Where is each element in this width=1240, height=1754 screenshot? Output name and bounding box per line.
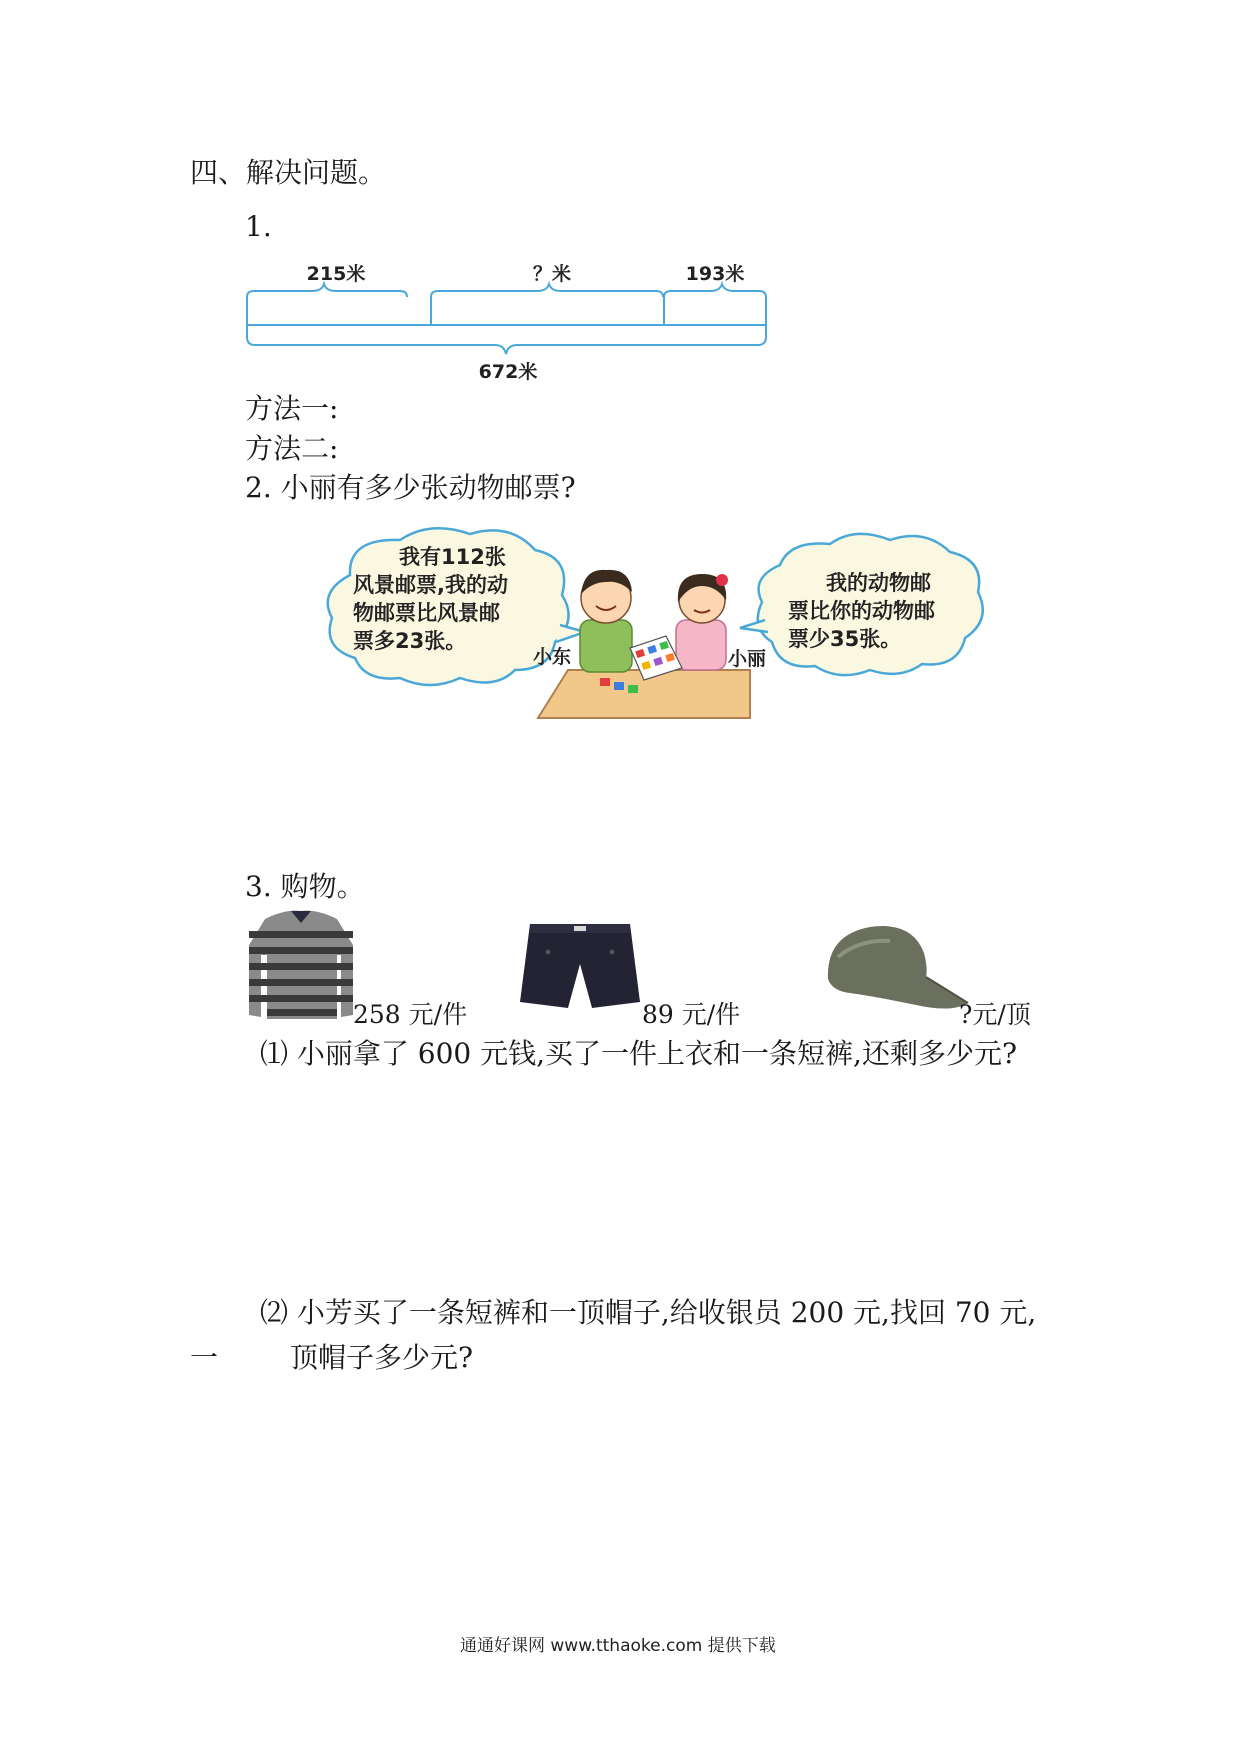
brace-total (247, 325, 766, 354)
cap-price: ?元/顶 (959, 1000, 1031, 1029)
xiaoli-line: 票少35张。 (788, 627, 902, 651)
label-193: 193米 (685, 263, 745, 285)
question-3-2-line1: ⑵ 小芳买了一条短裤和一顶帽子,给收银员 200 元,找回 70 元, (260, 1296, 1037, 1329)
footer-text: 通通好课网 www.tthaoke.com 提供下载 (460, 1636, 776, 1656)
question-1-number: 1. (245, 210, 272, 243)
girl-xiaoli-icon (676, 574, 728, 670)
cap-icon (820, 917, 970, 1017)
xiaodong-line: 物邮票比风景邮 (353, 601, 500, 625)
label-unknown: ？米 (532, 263, 572, 285)
question-3-1: ⑴ 小丽拿了 600 元钱,买了一件上衣和一条短裤,还剩多少元? (260, 1037, 1017, 1070)
question-3-2-line2: 顶帽子多少元? (290, 1341, 474, 1374)
segment-diagram (240, 250, 780, 390)
question-2-title: 2. 小丽有多少张动物邮票? (245, 471, 576, 504)
xiaodong-speech (353, 543, 508, 655)
section-title: 四、解决问题。 (190, 156, 387, 189)
label-215: 215米 (306, 263, 366, 285)
boy-xiaodong-icon (580, 570, 632, 672)
sweater-icon (245, 905, 357, 1023)
xiaodong-name: 小东 (533, 646, 572, 668)
label-672: 672米 (478, 361, 538, 383)
question-3-2-dash: 一 (190, 1341, 219, 1374)
method-2: 方法二: (245, 432, 339, 465)
brace-b (431, 284, 663, 297)
xiaoli-line: 我的动物邮 (826, 571, 931, 595)
method-1: 方法一: (245, 392, 339, 425)
xiaoli-line: 票比你的动物邮 (788, 599, 935, 623)
xiaodong-line: 我有112张 (399, 545, 506, 569)
brace-a (247, 284, 407, 297)
sweater-price: 258 元/件 (353, 1000, 468, 1029)
xiaodong-line: 票多23张。 (353, 629, 467, 653)
shorts-icon (518, 916, 642, 1018)
shorts-price: 89 元/件 (642, 1000, 741, 1029)
xiaoli-name: 小丽 (728, 648, 767, 670)
xiaodong-line: 风景邮票,我的动 (353, 573, 508, 597)
brace-c (664, 284, 766, 297)
question-3-title: 3. 购物。 (245, 870, 365, 903)
xiaoli-speech (788, 569, 935, 653)
